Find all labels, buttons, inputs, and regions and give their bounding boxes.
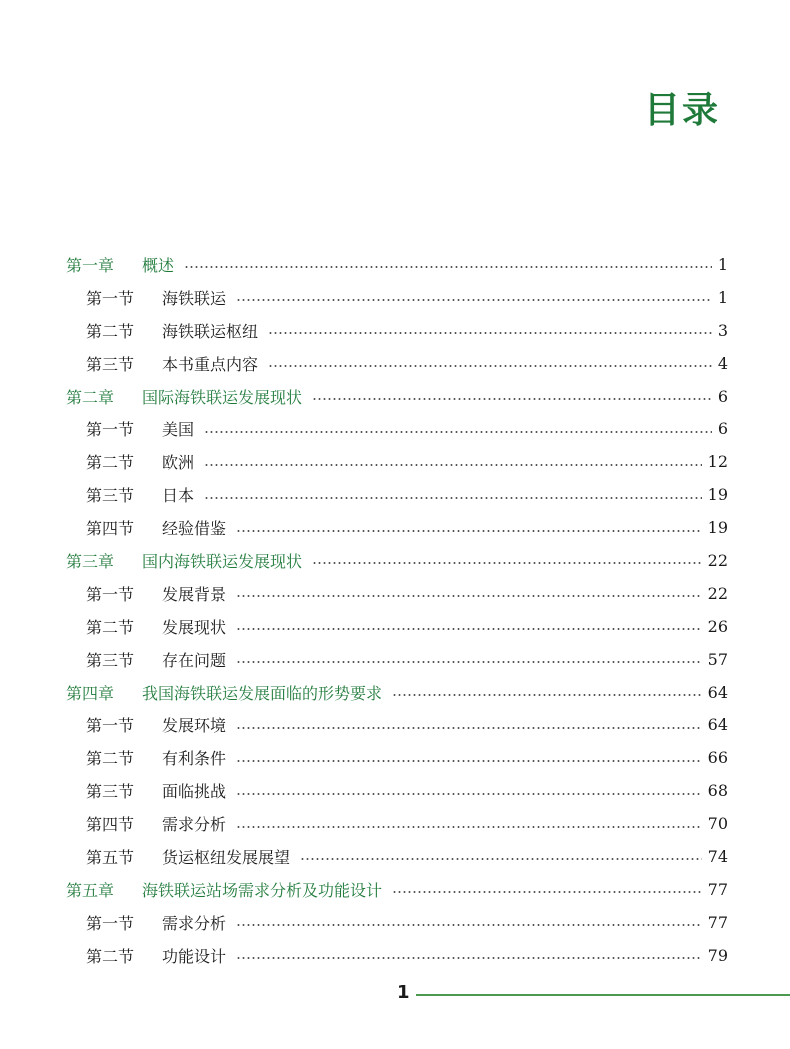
toc-entry-title: 欧洲 [162,453,195,473]
dot-leader [236,628,702,630]
toc-entry-number: 第一节 [86,584,135,604]
toc-entry-number: 第三章 [66,551,115,571]
toc-entry-title: 面临挑战 [162,782,227,802]
toc-section-entry[interactable] [0,708,790,741]
toc-chapter-entry[interactable] [0,380,790,413]
dot-leader [236,826,702,828]
toc-entry-page-number: 77 [707,879,728,899]
table-of-contents [0,248,790,972]
toc-entry-title: 美国 [162,420,195,440]
toc-entry-number: 第五章 [66,880,115,900]
toc-entry-title: 国内海铁联运发展现状 [142,551,303,571]
toc-entry-number: 第二节 [86,453,135,473]
toc-section-entry[interactable] [0,478,790,511]
toc-entry-page-number: 12 [707,452,728,472]
toc-entry-number: 第二节 [86,946,135,966]
toc-entry-number: 第五节 [86,847,135,867]
toc-entry-title: 有利条件 [162,749,227,769]
toc-entry-number: 第一章 [66,255,115,275]
toc-entry-page-number: 6 [717,386,728,406]
toc-entry-page-number: 77 [707,912,728,932]
toc-entry-page-number: 57 [707,649,728,669]
toc-entry-number: 第三节 [86,782,135,802]
toc-section-entry[interactable] [0,807,790,840]
toc-entry-number: 第三节 [86,354,135,374]
toc-entry-number: 第三节 [86,486,135,506]
toc-entry-page-number: 26 [707,616,728,636]
dot-leader [204,431,712,433]
toc-section-entry[interactable] [0,445,790,478]
toc-section-entry[interactable] [0,511,790,544]
toc-entry-title: 国际海铁联运发展现状 [142,387,303,407]
toc-entry-title: 发展背景 [162,584,227,604]
dot-leader [184,266,712,268]
toc-entry-number: 第二章 [66,387,115,407]
dot-leader [236,727,702,729]
dot-leader [268,332,712,334]
toc-entry-page-number: 64 [707,715,728,735]
toc-section-entry[interactable] [0,906,790,939]
toc-section-entry[interactable] [0,774,790,807]
toc-entry-title: 日本 [162,486,195,506]
toc-entry-title: 需求分析 [162,913,227,933]
toc-entry-page-number: 64 [707,682,728,702]
toc-entry-number: 第二节 [86,321,135,341]
toc-entry-number: 第二节 [86,617,135,637]
toc-entry-title: 发展现状 [162,617,227,637]
footer-rule [416,994,790,996]
dot-leader [300,858,702,860]
toc-chapter-entry[interactable] [0,873,790,906]
toc-section-entry[interactable] [0,412,790,445]
toc-entry-page-number: 4 [717,353,728,373]
dot-leader [236,595,702,597]
toc-entry-number: 第四节 [86,815,135,835]
toc-entry-title: 海铁联运枢纽 [162,321,259,341]
toc-entry-title: 需求分析 [162,815,227,835]
toc-entry-title: 概述 [142,255,175,275]
toc-section-entry[interactable] [0,840,790,873]
toc-entry-title: 海铁联运站场需求分析及功能设计 [142,880,383,900]
toc-section-entry[interactable] [0,347,790,380]
toc-entry-page-number: 68 [707,781,728,801]
toc-section-entry[interactable] [0,741,790,774]
toc-entry-number: 第一节 [86,913,135,933]
dot-leader [268,365,712,367]
dot-leader [236,793,702,795]
toc-section-entry[interactable] [0,314,790,347]
toc-entry-page-number: 70 [707,814,728,834]
toc-entry-title: 存在问题 [162,650,227,670]
toc-entry-page-number: 19 [707,518,728,538]
dot-leader [312,398,712,400]
toc-entry-page-number: 1 [717,254,728,274]
toc-chapter-entry[interactable] [0,544,790,577]
dot-leader [236,299,712,301]
dot-leader [236,957,702,959]
toc-section-entry[interactable] [0,643,790,676]
toc-section-entry[interactable] [0,939,790,972]
toc-entry-title: 经验借鉴 [162,519,227,539]
toc-entry-number: 第三节 [86,650,135,670]
toc-section-entry[interactable] [0,610,790,643]
toc-entry-page-number: 22 [707,550,728,570]
dot-leader [236,924,702,926]
toc-chapter-entry[interactable] [0,676,790,709]
toc-entry-page-number: 74 [707,846,728,866]
dot-leader [204,497,702,499]
toc-entry-number: 第四章 [66,683,115,703]
dot-leader [236,760,702,762]
toc-entry-title: 功能设计 [162,946,227,966]
toc-entry-number: 第四节 [86,519,135,539]
toc-entry-page-number: 6 [717,419,728,439]
dot-leader [236,530,702,532]
toc-chapter-entry[interactable] [0,248,790,281]
dot-leader [312,562,702,564]
toc-entry-page-number: 3 [717,320,728,340]
toc-entry-page-number: 66 [707,748,728,768]
toc-entry-title: 本书重点内容 [162,354,259,374]
toc-section-entry[interactable] [0,281,790,314]
toc-entry-page-number: 22 [707,583,728,603]
toc-entry-number: 第二节 [86,749,135,769]
toc-entry-number: 第一节 [86,420,135,440]
toc-section-entry[interactable] [0,577,790,610]
toc-entry-number: 第一节 [86,288,135,308]
toc-entry-title: 我国海铁联运发展面临的形势要求 [142,683,383,703]
toc-entry-page-number: 19 [707,485,728,505]
toc-entry-title: 海铁联运 [162,288,227,308]
footer-page-number: 1 [397,982,410,1003]
page-title: 目录 [643,90,720,131]
toc-entry-number: 第一节 [86,716,135,736]
toc-entry-title: 发展环境 [162,716,227,736]
toc-entry-title: 货运枢纽发展展望 [162,847,291,867]
toc-entry-page-number: 79 [707,945,728,965]
dot-leader [204,464,702,466]
toc-entry-page-number: 1 [717,287,728,307]
dot-leader [392,891,702,893]
dot-leader [392,694,702,696]
dot-leader [236,661,702,663]
